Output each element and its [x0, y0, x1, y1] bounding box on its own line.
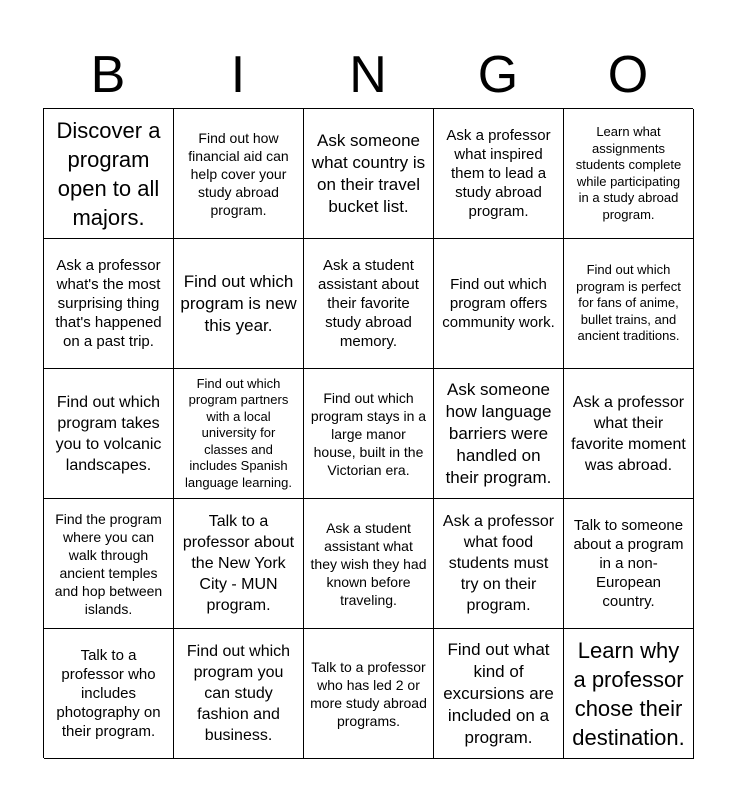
- bingo-cell: [44, 369, 174, 499]
- cell-text: Talk to a professor who includes photography on their program.: [56, 647, 161, 740]
- cell-text: Find out which program takes you to volcanic landscapes.: [55, 393, 162, 474]
- header-letter-b: B: [90, 46, 126, 104]
- bingo-cell: [304, 369, 434, 499]
- cell-text: Find out how financial aid can help cover your study abroad program.: [188, 129, 289, 218]
- bingo-cell: [304, 109, 434, 239]
- bingo-cell: [564, 239, 694, 369]
- bingo-board: [43, 108, 693, 758]
- bingo-cell: [304, 499, 434, 629]
- bingo-cell: [434, 629, 564, 759]
- bingo-cell: [44, 629, 174, 759]
- cell-text: Learn why a professor chose their destination.: [572, 637, 685, 750]
- bingo-cell: [174, 499, 304, 629]
- bingo-cell: [434, 499, 564, 629]
- bingo-cell: [304, 629, 434, 759]
- bingo-cell: [44, 499, 174, 629]
- cell-text: Find out which program partners with a local university for classes and includes Spanish language learning.: [185, 375, 292, 490]
- bingo-cell: [44, 109, 174, 239]
- cell-text: Talk to a professor about the New York City - MUN program.: [182, 513, 295, 614]
- bingo-cell: [174, 629, 304, 759]
- bingo-cell: [44, 239, 174, 369]
- bingo-header: [43, 42, 693, 108]
- cell-text: Find out which program you can study fashion and business.: [186, 643, 291, 744]
- bingo-cell: [174, 369, 304, 499]
- cell-text: Ask a professor what food students must try on their program.: [442, 513, 555, 614]
- bingo-cell: [564, 109, 694, 239]
- bingo-cell: [174, 239, 304, 369]
- header-letter-g: G: [477, 46, 519, 104]
- cell-text: Ask a professor what their favorite moment was abroad.: [571, 393, 686, 474]
- cell-text: Ask a professor what's the most surprising thing that's happened on a past trip.: [55, 257, 162, 350]
- cell-text: Talk to someone about a program in a non-European country.: [573, 517, 684, 610]
- header-letter-n: N: [349, 46, 387, 104]
- bingo-cell: [564, 369, 694, 499]
- bingo-cell: [434, 109, 564, 239]
- cell-text: Ask a professor what inspired them to lead a study abroad program.: [446, 127, 551, 220]
- cell-text: Talk to a professor who has led 2 or more study abroad programs.: [310, 658, 427, 729]
- cell-text: Discover a program open to all majors.: [56, 117, 161, 230]
- cell-text: Find out which program offers community work.: [442, 276, 555, 331]
- cell-text: Find the program where you can walk through ancient temples and hop between islands.: [54, 510, 163, 617]
- cell-text: Ask a student assistant what they wish they had known before traveling.: [310, 519, 427, 608]
- cell-text: Ask someone what country is on their travel bucket list.: [311, 130, 426, 216]
- bingo-cell: [564, 499, 694, 629]
- cell-text: Learn what assignments students complete while participating in a study abroad program.: [575, 124, 682, 222]
- cell-text: Find out which program is new this year.: [180, 271, 297, 335]
- header-letter-i: I: [230, 46, 246, 104]
- bingo-cell: [434, 239, 564, 369]
- bingo-cell: [564, 629, 694, 759]
- cell-text: Find out what kind of excursions are included on a program.: [443, 639, 554, 747]
- bingo-cell: [434, 369, 564, 499]
- cell-text: Find out which program stays in a large manor house, built in the Victorian era.: [310, 389, 427, 478]
- header-letter-o: O: [607, 46, 649, 104]
- bingo-cell: [174, 109, 304, 239]
- cell-text: Ask someone how language barriers were handled on their program.: [445, 379, 552, 487]
- cell-text: Find out which program is perfect for fans of anime, bullet trains, and ancient traditions.: [576, 262, 681, 344]
- cell-text: Ask a student assistant about their favorite study abroad memory.: [318, 257, 419, 350]
- bingo-cell: [304, 239, 434, 369]
